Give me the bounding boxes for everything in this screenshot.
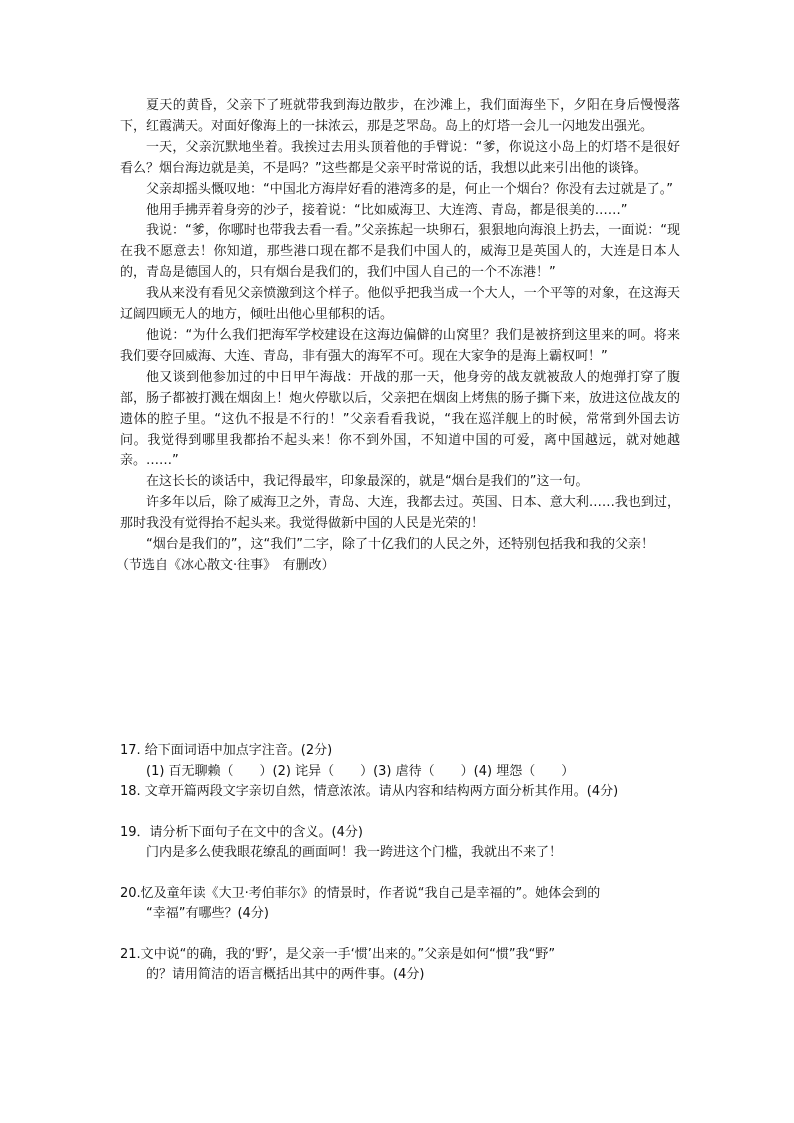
reading-passage xyxy=(116,96,680,577)
passage-paragraph-7: 他说：“为什么我们把海军学校建设在这海边偏僻的山窝里？我们是被挤到这里来的呵。将来我们要夺回威海、大连、青岛，非有强大的海军不可。现在大家争的是海上霸权呵！” xyxy=(120,327,680,364)
question-18 xyxy=(120,782,700,803)
passage-paragraph-8: 他又谈到他参加过的中日甲午海战：开战的那一天，他身旁的战友就被敌人的炮弹打穿了腹部，肠子都被打溅在烟囱上！炮火停歇以后，父亲把在烟囱上烤焦的肠子撕下来，放进这位战友的遗体的腔子里。“这仇不报是不行的！”父亲看看我说，“我在巡洋舰上的时候，常常到外国去访问。我觉得到哪里我都抬不起头来！你不到外国，不知道中国的可爱，离中国越远，就对她越亲。……” xyxy=(120,369,680,469)
passage-paragraph-11: “烟台是我们的”，这“我们”二字，除了十亿我们的人民之外，还特别包括我和我的父亲！ xyxy=(146,537,654,553)
passage-paragraph-6: 我从来没有看见父亲愤激到这个样子。他似乎把我当成一个大人，一个平等的对象，在这海天辽阔四顾无人的地方，倾吐出他心里郁积的话。 xyxy=(120,286,680,323)
passage-paragraph-1: 夏天的黄昏，父亲下了班就带我到海边散步，在沙滩上，我们面海坐下，夕阳在身后慢慢落下，红霞满天。对面好像海上的一抹浓云，那是芝罘岛。岛上的灯塔一会儿一闪地发出强光。 xyxy=(120,98,680,134)
question-section xyxy=(120,741,700,986)
question-19 xyxy=(120,823,700,864)
question-20 xyxy=(120,884,700,925)
passage-paragraph-2: 一天，父亲沉默地坐着。我挨过去用头顶着他的手臂说：“爹，你说这小岛上的灯塔不是很好看么？烟台海边就是美，不是吗？”这些都是父亲平时常说的话，我想以此来引出他的谈锋。 xyxy=(120,139,680,176)
question-17-stem: 17. 给下面词语中加点字注音。(2分) xyxy=(120,743,333,758)
passage-paragraph-4: 他用手拂弄着身旁的沙子，接着说：“比如威海卫、大连湾、青岛，都是很美的……” xyxy=(146,202,628,218)
question-18-stem: 18. 文章开篇两段文字亲切自然，情意浓浓。请从内容和结构两方面分析其作用。(4分) xyxy=(120,784,619,799)
passage-source: （节选自《冰心散文·往事》 有删改） xyxy=(116,557,335,573)
passage-paragraph-3: 父亲却摇头慨叹地：“中国北方海岸好看的港湾多的是，何止一个烟台？你没有去过就是了。” xyxy=(146,181,673,197)
question-17-items: (1) 百无聊赖（ ）(2) 诧异（ ）(3) 虐待（ ）(4) 埋怨（ ） xyxy=(146,763,575,779)
question-21 xyxy=(120,945,700,986)
question-19-quote: 门内是多么使我眼花缭乱的画面呵！我一跨进这个门槛，我就出不来了！ xyxy=(146,845,563,860)
passage-paragraph-10: 许多年以后，除了威海卫之外，青岛、大连，我都去过。英国、日本、意大利……我也到过，那时我没有觉得抬不起头来。我觉得做新中国的人民是光荣的！ xyxy=(120,495,680,532)
question-21-line-2: 的？请用简洁的语言概括出其中的两件事。(4分) xyxy=(146,967,425,982)
passage-paragraph-9: 在这长长的谈话中，我记得最牢，印象最深的，就是“烟台是我们的”这一句。 xyxy=(146,474,589,490)
question-19-stem: 19．请分析下面句子在文中的含义。(4分) xyxy=(120,824,363,840)
question-20-line-1: 20.忆及童年读《大卫·考伯菲尔》的情景时，作者说“我自己是幸福的”。她体会到的 xyxy=(120,885,601,901)
passage-paragraph-5: 我说：“爹，你哪时也带我去看一看。”父亲拣起一块卵石，狠狠地向海浪上扔去，一面说：“现在我不愿意去！你知道，那些港口现在都不是我们中国人的，威海卫是英国人的，大连是日本人的，青岛是德国人的，只有烟台是我们的，我们中国人自己的一个不冻港！” xyxy=(120,223,680,281)
question-20-line-2: “幸福”有哪些？(4分) xyxy=(146,906,269,921)
question-21-line-1: 21.文中说“的确，我的‘野’，是父亲一手‘惯’出来的。”父亲是如何“惯”我“野” xyxy=(120,946,556,962)
question-17 xyxy=(120,741,700,782)
